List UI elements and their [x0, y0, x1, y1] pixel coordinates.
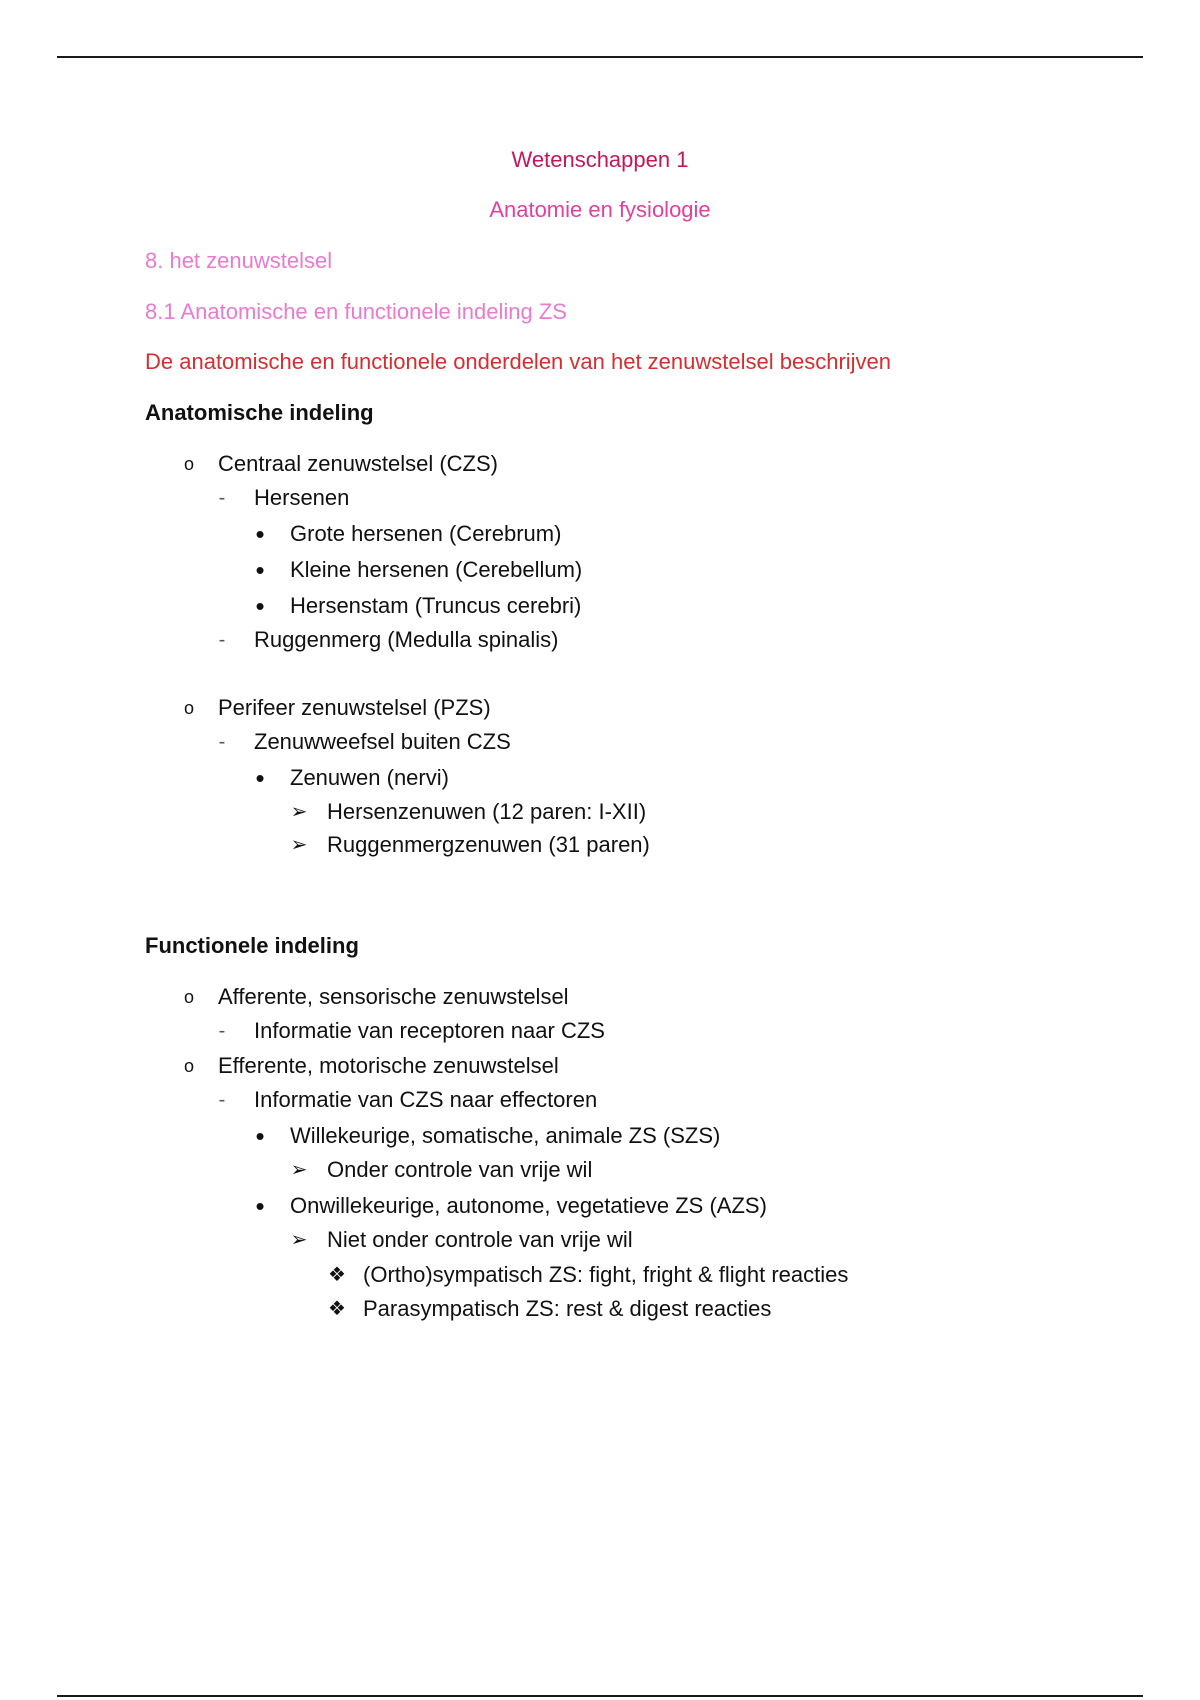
functional-heading: Functionele indeling [145, 933, 359, 958]
list-item-efferent-info: Informatie van CZS naar effectoren [254, 1087, 598, 1112]
circle-bullet-icon: o [183, 698, 194, 718]
list-item-szs-sub: Onder controle van vrije wil [327, 1157, 593, 1182]
list-item-afferent: Afferente, sensorische zenuwstelsel [218, 984, 569, 1009]
list-item-azs: Onwillekeurige, autonome, vegetatieve ZS (AZS) [290, 1193, 767, 1218]
document-title: Wetenschappen 1 [511, 147, 689, 172]
arrow-bullet-icon: ➢ [290, 1159, 308, 1181]
dash-bullet-icon: - [218, 731, 226, 753]
document-subtitle: Anatomie en fysiologie [489, 197, 711, 222]
dash-bullet-icon: - [218, 487, 226, 509]
circle-bullet-icon: o [183, 1056, 194, 1076]
list-item-pzs: Perifeer zenuwstelsel (PZS) [218, 695, 491, 720]
list-item-czs: Centraal zenuwstelsel (CZS) [218, 451, 498, 476]
list-item-ruggenmerg: Ruggenmerg (Medulla spinalis) [254, 627, 559, 652]
dot-bullet-icon: • [255, 519, 265, 549]
circle-bullet-icon: o [183, 987, 194, 1007]
list-item-efferent: Efferente, motorische zenuwstelsel [218, 1053, 559, 1078]
list-item-zenuwen: Zenuwen (nervi) [290, 765, 449, 790]
list-item-afferent-info: Informatie van receptoren naar CZS [254, 1018, 605, 1043]
dash-bullet-icon: - [218, 629, 226, 651]
list-item-parasympatisch: Parasympatisch ZS: rest & digest reacties [363, 1296, 772, 1321]
list-item-kleine-hersenen: Kleine hersenen (Cerebellum) [290, 557, 583, 582]
list-item-ruggenmergzenuwen: Ruggenmergzenuwen (31 paren) [327, 832, 650, 857]
circle-bullet-icon: o [183, 454, 194, 474]
anatomical-heading: Anatomische indeling [145, 400, 374, 425]
arrow-bullet-icon: ➢ [290, 1229, 308, 1251]
list-item-szs: Willekeurige, somatische, animale ZS (SZS) [290, 1123, 721, 1148]
list-item-hersenstam: Hersenstam (Truncus cerebri) [290, 593, 582, 618]
arrow-bullet-icon: ➢ [290, 834, 308, 856]
list-item-zenuwweefsel: Zenuwweefsel buiten CZS [254, 729, 511, 754]
dot-bullet-icon: • [255, 763, 265, 793]
footer-rule [57, 1695, 1143, 1697]
learning-objective: De anatomische en functionele onderdelen van het zenuwstelsel beschrijven [145, 349, 892, 374]
diamond-bullet-icon: ❖ [328, 1298, 346, 1320]
dash-bullet-icon: - [218, 1089, 226, 1111]
header-rule [57, 56, 1143, 58]
list-item-orthosympatisch: (Ortho)sympatisch ZS: fight, fright & flight reacties [363, 1262, 849, 1287]
list-item-hersenzenuwen: Hersenzenuwen (12 paren: I-XII) [327, 799, 647, 824]
dash-bullet-icon: - [218, 1020, 226, 1042]
dot-bullet-icon: • [255, 1121, 265, 1151]
chapter-heading: 8. het zenuwstelsel [145, 248, 333, 273]
list-item-grote-hersenen: Grote hersenen (Cerebrum) [290, 521, 562, 546]
diamond-bullet-icon: ❖ [328, 1264, 346, 1286]
arrow-bullet-icon: ➢ [290, 801, 308, 823]
dot-bullet-icon: • [255, 555, 265, 585]
list-item-azs-sub: Niet onder controle van vrije wil [327, 1227, 633, 1252]
list-item-hersenen: Hersenen [254, 485, 350, 510]
dot-bullet-icon: • [255, 591, 265, 621]
section-heading: 8.1 Anatomische en functionele indeling ZS [145, 299, 567, 324]
dot-bullet-icon: • [255, 1191, 265, 1221]
